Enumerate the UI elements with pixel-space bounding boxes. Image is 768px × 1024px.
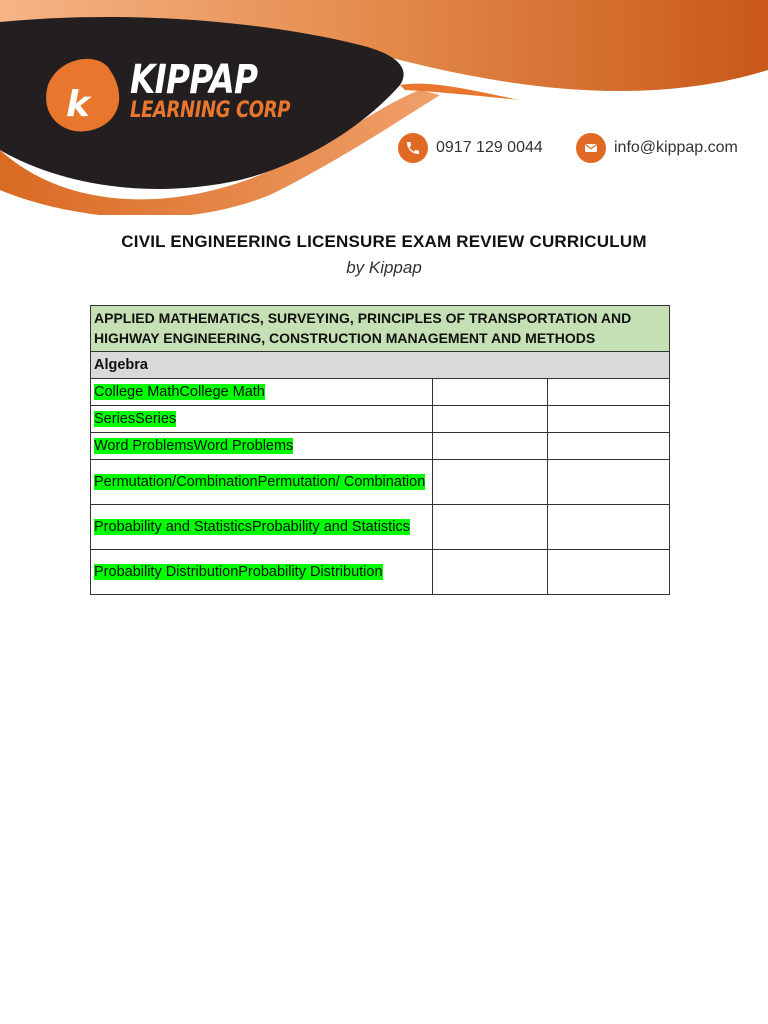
topic-text: Permutation/CombinationPermutation/ Combination [94,473,426,490]
topic-cell [91,379,433,406]
document-title: CIVIL ENGINEERING LICENSURE EXAM REVIEW CURRICULUM [121,232,647,251]
empty-cell [432,433,548,460]
empty-cell [432,406,548,433]
logo-letter: k [66,84,90,125]
empty-cell [432,550,548,595]
brand-tagline: LEARNING CORP [130,98,291,123]
brand-logo [130,57,325,123]
empty-cell [432,505,548,550]
empty-cell [548,550,670,595]
empty-cell [548,505,670,550]
topic-cell [91,460,433,505]
topic-text: College MathCollege Math [94,383,265,400]
empty-cell [432,460,548,505]
empty-cell [548,379,670,406]
empty-cell [548,433,670,460]
topic-text: Word ProblemsWord Problems [94,437,294,454]
brand-name: KIPPAP [130,57,258,103]
table-row [91,379,670,406]
table-row [91,433,670,460]
phone-number: 0917 129 0044 [436,139,543,156]
table-header-row [91,306,670,352]
table-row [91,406,670,433]
empty-cell [432,379,548,406]
topic-text: SeriesSeries [94,410,177,427]
topic-cell [91,505,433,550]
table-row [91,505,670,550]
subject-header: APPLIED MATHEMATICS, SURVEYING, PRINCIPLES OF TRANSPORTATION AND HIGHWAY ENGINEERING, CONSTRUCTION MANAGEMENT AND METHODS [91,306,670,352]
email-address: info@kippap.com [614,139,738,156]
table-row [91,550,670,595]
topic-cell [91,433,433,460]
section-row [91,352,670,379]
header-banner [0,0,768,215]
contact-phone [398,132,543,164]
topic-cell [91,406,433,433]
document-subtitle: by Kippap [346,258,422,277]
empty-cell [548,460,670,505]
topic-cell [91,550,433,595]
empty-cell [548,406,670,433]
section-title: Algebra [91,352,670,379]
curriculum-table [90,305,670,595]
table-row [91,460,670,505]
envelope-icon [576,133,606,163]
topic-text: Probability DistributionProbability Distribution [94,563,383,580]
phone-icon [398,133,428,163]
topic-text: Probability and StatisticsProbability and Statistics [94,518,410,535]
contact-email [576,132,738,164]
